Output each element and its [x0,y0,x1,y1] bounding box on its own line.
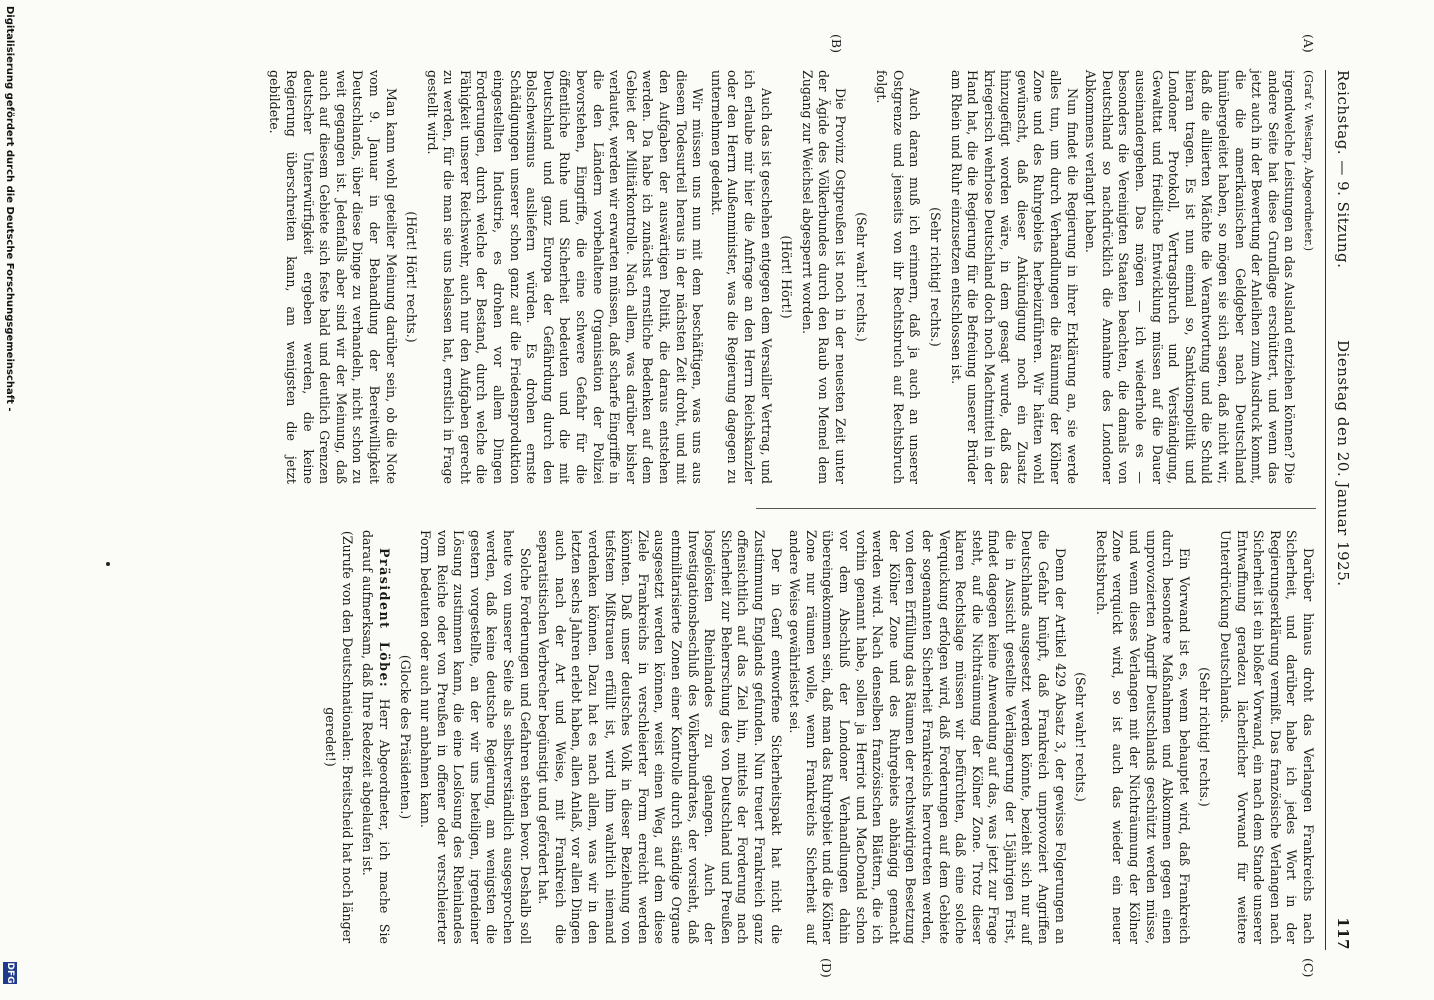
scan-speck [106,562,110,566]
page-number: 117 [1334,917,1352,950]
speaker-name: Präsident Löbe: [376,548,392,689]
header-left: Reichstag. — 9. Sitzung. [1334,70,1352,269]
margin-marker-c: (C) [1301,958,1316,978]
interjection: (Hört! Hört!) [779,235,795,319]
margin-marker-d: (D) [819,958,834,978]
interjection: (Glocke des Präsidenten.) [397,654,413,820]
interjection: (Sehr richtig! rechts.) [1197,667,1213,807]
paragraph: Auch daran muß ich erinnern, daß ja auch an unserer Ostgrenze und jenseits von ihr Rechtsbruch auf Rechtsbruch folgt. [874,70,923,484]
interjection: (Hört! Hört! rechts.) [404,211,420,343]
right-column [318,530,1316,944]
dfg-logo-icon: DFG [5,962,15,984]
running-header [1328,70,1352,950]
margin-marker-a: (A) [1301,34,1316,53]
interjection: (Sehr wahr! rechts.) [853,212,869,342]
interjection: (Sehr wahr! rechts.) [1073,672,1089,802]
left-column [264,70,1316,484]
paragraph: Ein Vorwand ist es, wenn behauptet wird, daß Frankreich durch besondere Maßnahmen und Abkommen gegen einen unprovozierten Angriff Deutschlands geschützt werden müsse, und wenn dieses Verlangen mit der Nichträumung der Kölner Zone verquickt wird, so ist auch das wieder ein neuer Rechtsbruch. [1093,530,1192,944]
interjection: (Sehr richtig! rechts.) [927,207,943,347]
paragraph: Auch das ist geschehen entgegen dem Versailler Vertrag, und ich erlaube mir hier die Anfrage an den Herrn Reichskanzler oder den Herrn Außenminister, was die Regierung dagegen zu unternehmen gedenkt. [708,70,774,484]
speaker-text: Herr Abgeordneter, ich mache Sie darauf aufmerksam, daß Ihre Redezeit abgelaufen ist. [360,530,392,944]
paragraph [359,530,392,944]
paragraph: Der in Genf entworfene Sicherheitspakt hat nicht die Zustimmung Englands gefunden. Nun treuert Frankreich ganz offensichtlich auf das Ziel hin, mittels der Forderung nach Sicherheit zur Beherrschung des von Deutschland und Preußen losgelösten Rheinlandes zu gelangen. Auch der Investigationsbeschluß des Völkerbundrates, der vorsieht, daß entmilitarisierte Zonen einer Kontrolle durch ständige Organe ausgesetzt werden können, weist einen Weg, auf dem diese Ziele Frankreichs in verschleierter Form erreicht werden könnten. Daß unser deutsches Volk in dieser Beziehung von tiefstem Mißtrauen erfüllt ist, wird ihm wahrlich niemand verdenken können. Dazu hat es nach allem, was wir in den letzten sechs Jahren erlebt haben, allen Anlaß, vor allen Dingen auch nach der Art und Weise, mit Frankreich die separatistischen Verbrecher begünstigt und gefördert hat. [536,530,784,944]
paragraph: Wir müssen uns nun mit dem beschäftigen, was uns aus diesem Todesurteil heraus in der nächsten Zeit droht, und mit den Aufgaben der auswärtigen Politik, die daraus entstehen werden. Da habe ich zunächst ernstliche Bedenken auf dem Gebiet der Militärkontrolle. Nach allem, was darüber bisher verlautet, werden wir erwarten müssen, daß scharfe Eingriffe in die den Ländern vorbehaltene Organisation der Polizei bevorstehen, Eingriffe, die eine schwere Gefahr für die öffentliche Ruhe und Sicherheit bedeuten und die mit Deutschland und ganz Europa der Gefährdung durch den Bolschewismus ausliefern würden. Es drohen ernste Schädigungen unserer schon ganz auf die Friedensproduktion eingestellten Industrie, es drohen vor allem Dingen Forderungen, durch welche der Bestand, durch welche die Fähigkeit unserer Reichswehr, auch nur den Aufgaben gerecht zu werden, für die man sie uns belassen hat, ernstlich in Frage gestellt wird. [424,70,706,484]
speaker-tag: (Graf v. Westarp, Abgeordneter.) [1302,70,1315,252]
footer-credit: Digitalisierung gefördert durch die Deutsche Forschungsgemeinschaft - [4,6,15,412]
paragraph: Die Provinz Ostpreußen ist noch in der neuesten Zeit unter der Ägide des Völkerbundes durch den Raub von Memel dem Zugang zur Weichsel abgesperrt worden. [799,70,848,484]
paragraph: Nun findet die Regierung in ihrer Erklärung an, sie werde alles tun, um durch Verhandlungen die Räumung der Kölner Zone und des Ruhrgebiets herbeizuführen. Wir hätten wohl gewünscht, daß dieser Ankündigung noch ein Zusatz hinzugefügt worden wäre, in dem gesagt wurde, daß das kriegerisch wehrlose Deutschland doch noch Machtmittel in der Hand hat, die die Regierung für die Befreiung unserer Brüder am Rhein und Ruhr einzusetzen entschlossen ist. [948,70,1080,484]
paragraph: Solche Forderungen und Gefahren stehen bevor. Deshalb soll heute von unserer Seite als selbstverständlich ausgesprochen werden, daß keine deutsche Regierung, am wenigsten die gestern vorgestellte, an der wir uns beteiligen, irgendeiner Lösung zustimmen kann, die eine Loslösung des Rheinlandes vom Reiche oder von Preußen in offener oder verschleierter Form bedeuten oder auch nur anbahnen kann. [418,530,533,944]
paragraph: Denn der Artikel 429 Absatz 3, der gewisse Folgerungen an die Gefahr knüpft, daß Frankreich unprovoziert Angriffen Deutschlands ausgesetzt werden könnte, bezieht sich nur auf die in Aussicht gestellte Verlängerung der 15jährigen Frist, findet dagegen keine Anwendung auf das, was jetzt zur Frage steht, auf die Nichträumung der Kölner Zone. Trotz dieser klaren Rechtslage müssen wir befürchten, daß eine solche Verquickung erfolgen wird, daß Forderungen auf dem Gebiete der sogenannten Sicherheit Frankreichs hervortreten werden, von deren Erfüllung das Räumen der rechtswidrigen Besetzung der Kölner Zone und des Ruhrgebiets abhängig gemacht werden wird. Nach denselben französischen Blättern, die ich vorhin genannt habe, sollen ja Herriot und MacDonald schon vor dem Abschluß der Londoner Verhandlungen dahin übereingekommen sein, daß man das Ruhrgebiet und die Kölner Zone nur räumen wolle, wenn Frankreichs Sicherheit auf andere Weise gewährleistet sei. [787,530,1068,944]
paragraph: Man kann wohl geteilter Meinung darüber sein, ob die Note vom 9. Januar in der Behandlung der Bereitwilligkeit Deutschlands, über diese Dinge zu verhandeln, nicht schon zu weit gegangen ist. Jedenfalls aber sind wir der Meinung, daß auch auf diesem Gebiete sich feste bald und deutlich Grenzen deutscher Unterwürfigkeit ergeben werden, die keine Regierung überschreiten kann, am wenigsten die jetzt gebildete. [267,70,399,484]
header-rule [1325,70,1326,950]
margin-marker-b: (B) [829,34,844,53]
paragraph: irgendwelche Leistungen an das Ausland entziehen können? Die andere Seite hat diese Grundlage erschüttert, und wenn das jetzt auch in der Bewertung der Anleihen zum Ausdruck kommt, die die amerikanischen Geldgeber nach Deutschland hinübergeleitet haben, so mögen sie sich sagen, daß nicht wir, daß die alliierten Mächte die Verantwortung und die Schuld hieran tragen. Es ist nun einmal so, Sanktionspolitik und Londoner Protokoll, Vertragsbruch und Verständigung, Gewalttat und friedliche Entwicklung müssen auf die Dauer auseinandergehen. Das mögen — ich wiederhole es — besonders die Vereinigten Staaten beachten, die damals von Deutschland so nachdrücklich die Annahme des Londoner Abkommens verlangt haben. [1083,70,1298,484]
column-divider [756,508,1316,509]
digitization-footer [0,0,22,1000]
interjection: (Zurufe von den Deutschnationalen: Breitscheid hat noch länger geredet!) [323,530,355,944]
paragraph: Darüber hinaus droht das Verlangen Frankreichs nach Sicherheit, und darüber habe ich jedes Wort in der Regierungserklärung vermißt. Das französische Verlangen nach Sicherheit ist ein bloßer Vorwand, ein nach dem Stande unserer Entwaffnung geradezu lächerlicher Vorwand für weitere Unterdrückung Deutschlands. [1218,530,1316,944]
header-date: Dienstag den 20. Januar 1925. [1334,340,1352,587]
